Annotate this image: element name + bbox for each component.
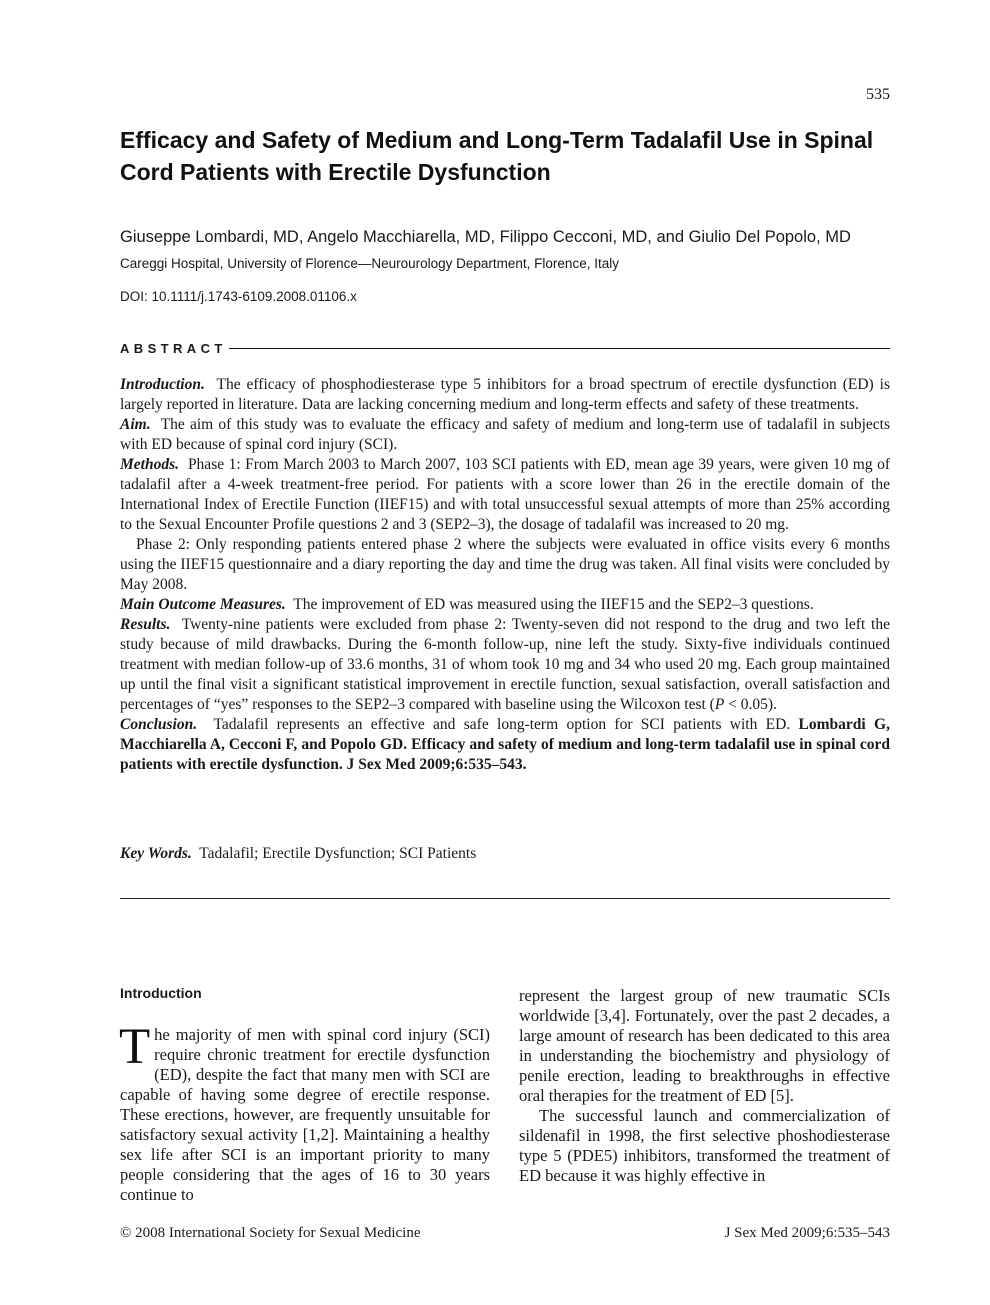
section-text: The efficacy of phosphodiesterase type 5 inhibitors for a broad spectrum of erectile dysfunction (ED) is largely reported in literature. Data are lacking concerning medium and long-term effects and safety of these treatments. — [120, 376, 890, 413]
introduction-right-column — [519, 986, 890, 1186]
abstract-heading — [120, 340, 890, 356]
abstract-introduction — [120, 375, 890, 415]
keywords-label: Key Words. — [120, 845, 192, 862]
abstract-rule — [229, 348, 890, 349]
abstract-conclusion — [120, 715, 890, 775]
paragraph — [119, 1019, 490, 1205]
section-label: Methods. — [120, 456, 179, 473]
abstract-methods-phase2 — [120, 535, 890, 595]
drop-cap: T — [119, 1019, 151, 1075]
abstract-aim — [120, 415, 890, 455]
keywords-text: Tadalafil; Erectile Dysfunction; SCI Patients — [199, 845, 477, 862]
introduction-left-column — [119, 1019, 490, 1205]
abstract-main-outcome — [120, 595, 890, 615]
affiliation: Careggi Hospital, University of Florence—Neurourology Department, Florence, Italy — [120, 256, 619, 271]
section-label: Main Outcome Measures. — [120, 596, 286, 613]
citation: Lombardi G, Macchiarella A, Cecconi F, and Popolo GD. Efficacy and safety of medium and long-term tadalafil use in spinal cord patients with erectile dysfunction. J Sex Med 2009;6:535–543. — [120, 716, 890, 773]
paragraph-text: he majority of men with spinal cord injury (SCI) require chronic treatment for erectile dysfunction (ED), despite the fact that many men with SCI are capable of having some degree of erectile response. These erections, however, are frequently unsuitable for satisfactory sexual activity [1,2]. Maintaining a healthy sex life after SCI is an important priority to many people considering that the ages of 16 to 30 years continue to — [120, 1025, 490, 1204]
page-number: 535 — [866, 86, 890, 103]
paragraph: The successful launch and commercialization of sildenafil in 1998, the first selective phoshodiesterase type 5 (PDE5) inhibitors, transformed the treatment of ED because it was highly effective in — [519, 1106, 890, 1185]
abstract-results — [120, 615, 890, 715]
doi[interactable]: DOI: 10.1111/j.1743-6109.2008.01106.x — [120, 289, 357, 304]
author-list: Giuseppe Lombardi, MD, Angelo Macchiarella, MD, Filippo Cecconi, MD, and Giulio Del Popolo, MD — [120, 228, 851, 246]
footer-copyright: © 2008 International Society for Sexual Medicine — [120, 1225, 421, 1241]
section-text: The aim of this study was to evaluate the efficacy and safety of medium and long-term use of tadalafil in subjects with ED because of spinal cord injury (SCI). — [120, 416, 890, 453]
section-text: Phase 2: Only responding patients entered phase 2 where the subjects were evaluated in office visits every 6 months using the IIEF15 questionnaire and a diary reporting the day and time the drug was taken. All final visits were concluded by May 2008. — [120, 536, 890, 593]
keywords — [120, 845, 476, 863]
section-label: Aim. — [120, 416, 151, 433]
section-label: Introduction. — [120, 376, 205, 393]
section-text: Twenty-nine patients were excluded from phase 2: Twenty-seven did not respond to the drug and two left the study because of mild drawbacks. During the 6-month follow-up, nine left the study. Sixty-five individuals continued treatment with median follow-up of 33.6 months, 31 of whom took 10 mg and 34 who used 20 mg. Each group maintained up until the final visit a significant statistical improvement in erectile function, sexual satisfaction, overall satisfaction and percentages of “yes” responses to the SEP2–3 compared with baseline using the Wilcoxon test ( — [120, 616, 890, 713]
footer-journal-citation: J Sex Med 2009;6:535–543 — [724, 1225, 890, 1241]
section-divider — [120, 898, 890, 899]
section-text: Tadalafil represents an effective and safe long-term option for SCI patients with ED. — [213, 716, 791, 733]
section-label: Results. — [120, 616, 171, 633]
section-text: The improvement of ED was measured using the IIEF15 and the SEP2–3 questions. — [293, 596, 814, 613]
paragraph: represent the largest group of new traumatic SCIs worldwide [3,4]. Fortunately, over the past 2 decades, a large amount of research has been dedicated to this area in understanding the biochemistry and physiology of penile erection, leading to breakthroughs in effective oral therapies for the treatment of ED [5]. — [519, 986, 890, 1105]
section-text: < 0.05). — [724, 696, 777, 713]
abstract-body — [120, 375, 890, 775]
section-label: Conclusion. — [120, 716, 198, 733]
p-value-symbol: P — [714, 696, 725, 713]
article-title: Efficacy and Safety of Medium and Long-Term Tadalafil Use in Spinal Cord Patients with Erectile Dysfunction — [120, 127, 874, 185]
section-text: Phase 1: From March 2003 to March 2007, 103 SCI patients with ED, mean age 39 years, were given 10 mg of tadalafil after a 4-week treatment-free period. For patients with a score lower than 26 in the erectile domain of the International Index of Erectile Function (IIEF15) and with total unsuccessful sexual attempts of more than 25% according to the Sexual Encounter Profile questions 2 and 3 (SEP2–3), the dosage of tadalafil was increased to 20 mg. — [120, 456, 890, 533]
introduction-heading: Introduction — [120, 985, 202, 1001]
abstract-label: ABSTRACT — [120, 340, 227, 356]
abstract-methods — [120, 455, 890, 535]
